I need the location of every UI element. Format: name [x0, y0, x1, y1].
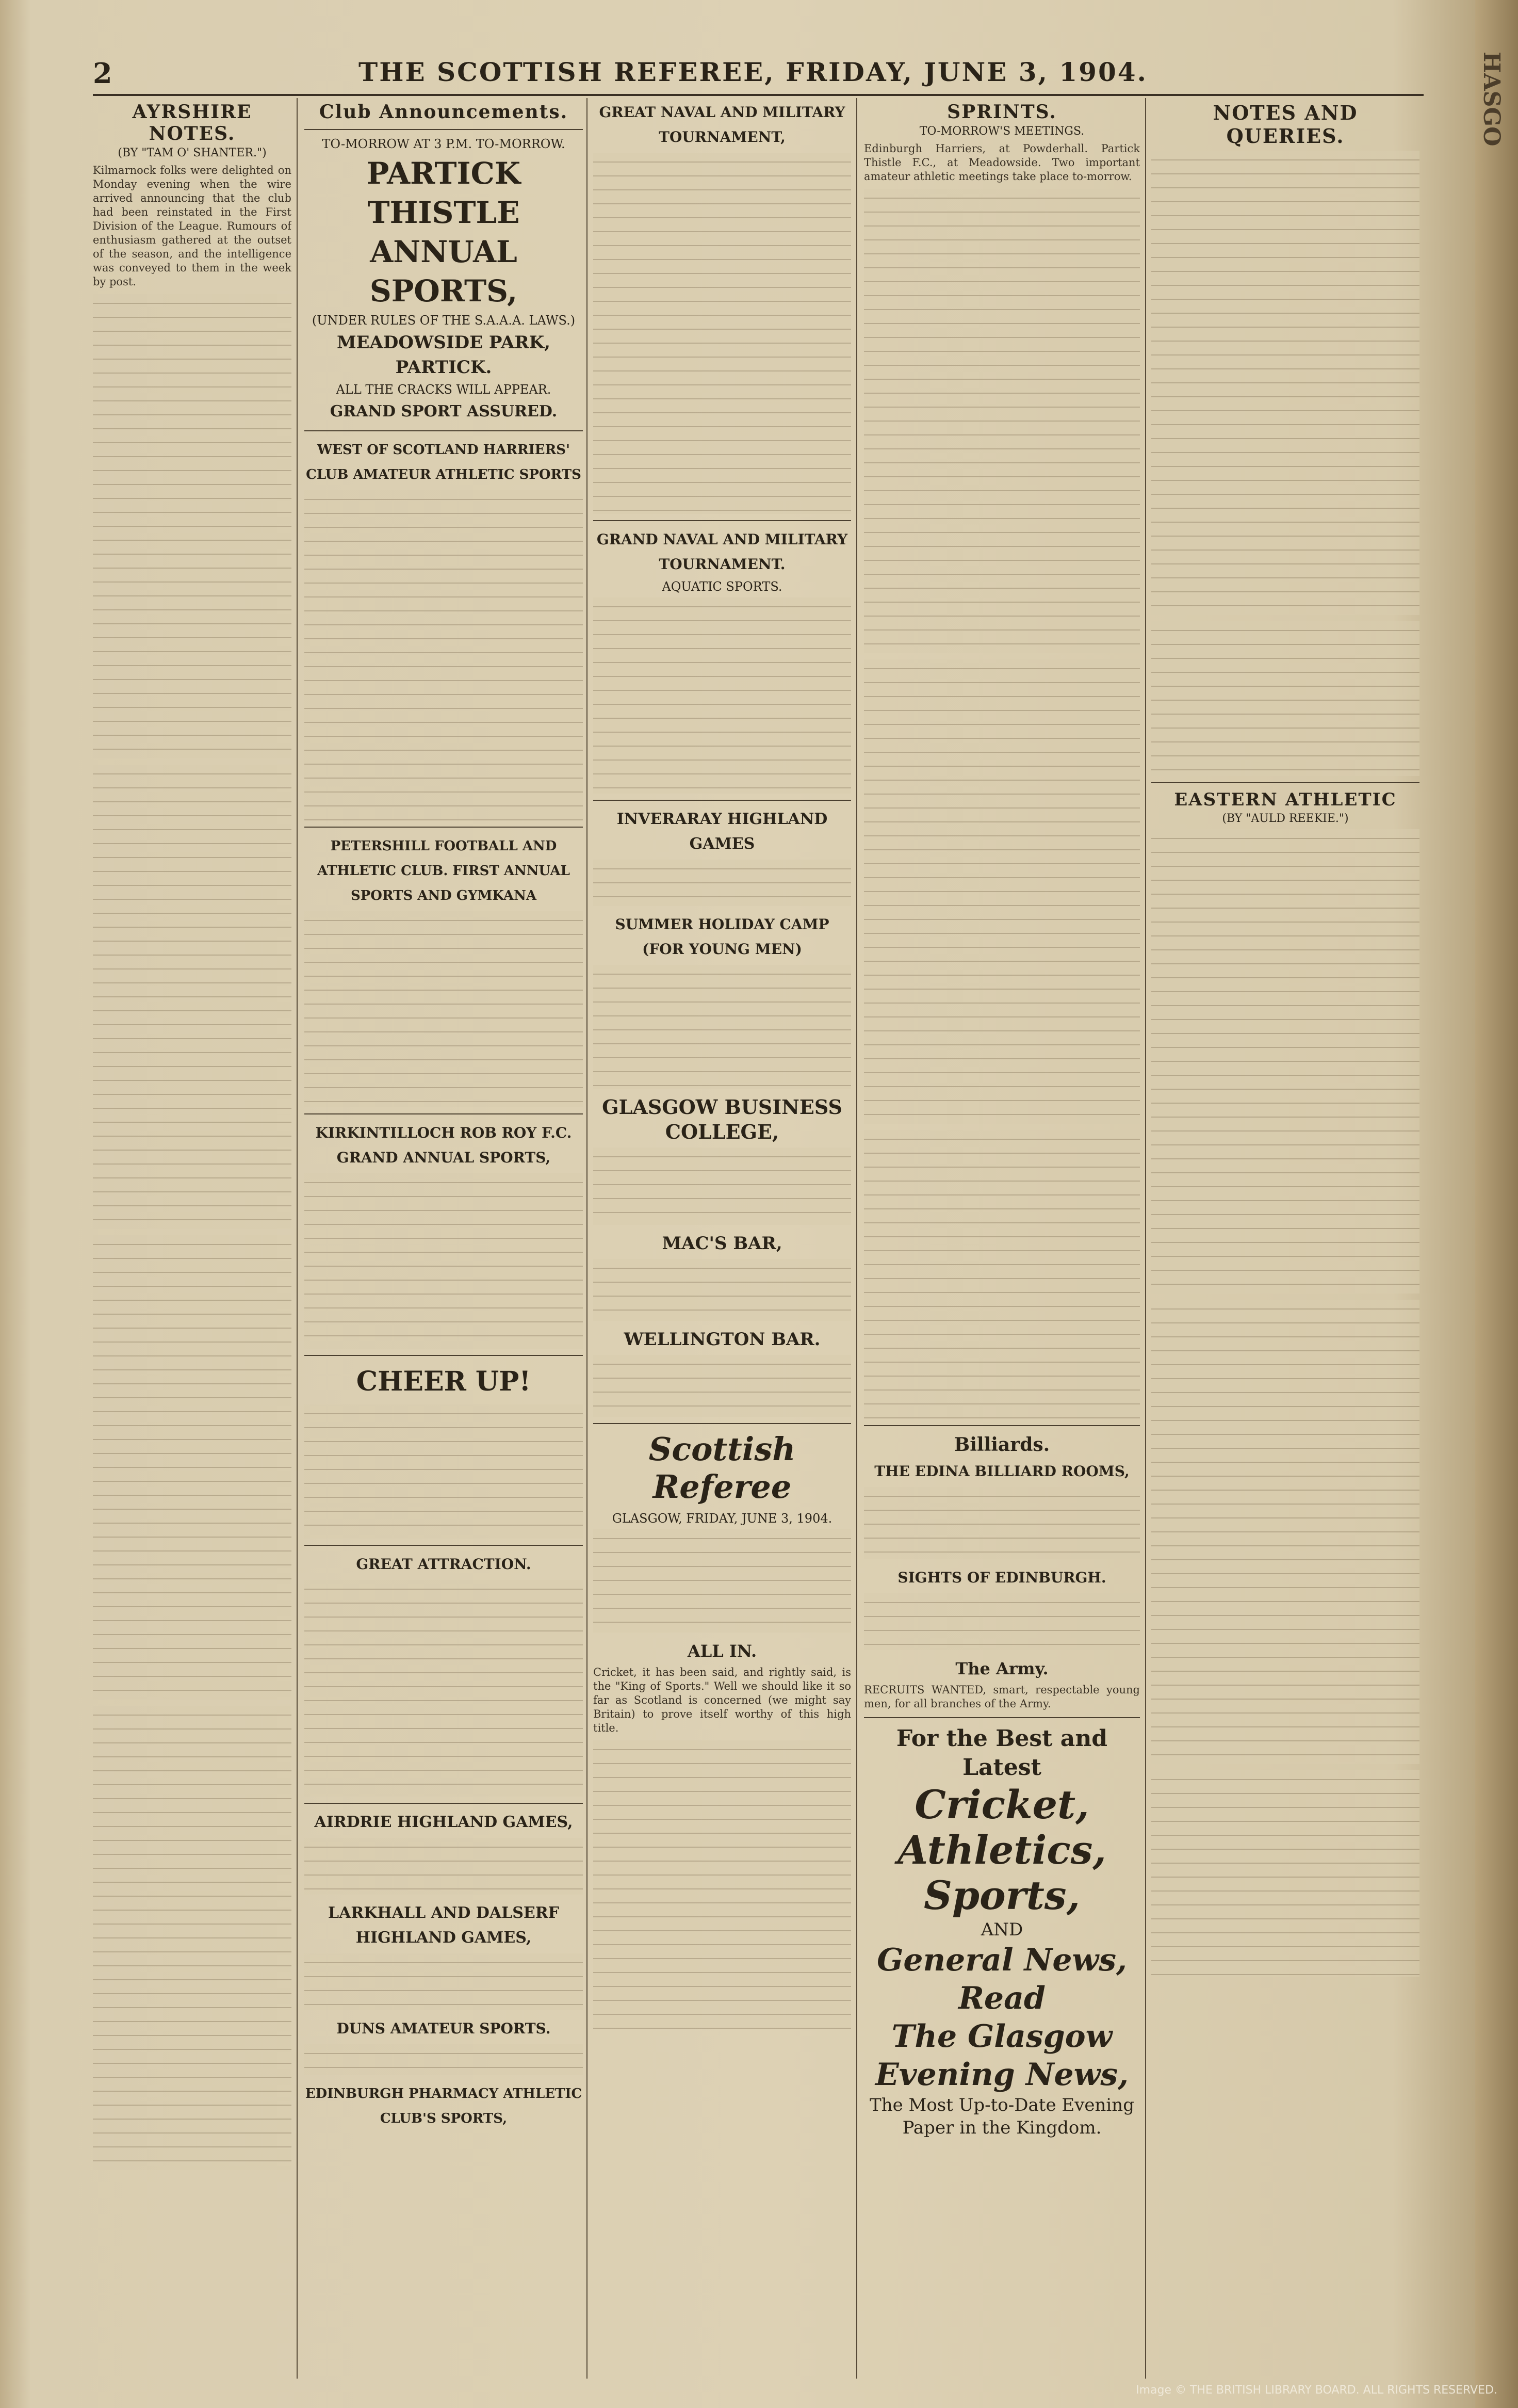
ad-body — [304, 1580, 583, 1797]
advert-line: Sports, — [923, 1872, 1081, 1918]
ad-heading: AIRDRIE HIGHLAND GAMES, — [314, 1813, 573, 1831]
ad-body — [304, 1404, 583, 1539]
ad-body — [304, 490, 583, 820]
column-rule — [856, 98, 857, 2379]
ad-body — [304, 1173, 583, 1349]
divider — [304, 1803, 583, 1804]
ad-heading: SUMMER HOLIDAY CAMP (FOR YOUNG MEN) — [615, 916, 829, 958]
article-body — [93, 765, 291, 1229]
subheading: TO-MORROW'S MEETINGS. — [919, 125, 1085, 138]
advert-line: AND — [981, 1919, 1023, 1940]
ad-heading: WELLINGTON BAR. — [624, 1329, 821, 1350]
advert-line: General News, — [877, 1942, 1127, 1978]
section-heading: SPRINTS. — [947, 101, 1057, 123]
ad-heading: PETERSHILL FOOTBALL AND ATHLETIC CLUB. FIRST ANNUAL SPORTS AND GYMKANA — [317, 838, 570, 903]
column-adverts-editorial — [593, 98, 851, 2379]
divider — [304, 1355, 583, 1356]
article-text: Edinburgh Harriers, at Powderhall. Partick Thistle F.C., at Meadowside. Two important amateur athletic meetings take place to-morrow. — [864, 142, 1140, 183]
evening-news-advert — [864, 1724, 1140, 2139]
article-body — [864, 659, 1140, 1124]
column-notes-queries — [1151, 98, 1419, 2379]
section-heading: NOTES AND QUERIES. — [1213, 101, 1358, 148]
divider — [593, 800, 851, 801]
divider — [864, 1425, 1140, 1426]
article-body — [864, 189, 1140, 653]
advert-line: Paper in the Kingdom. — [902, 2118, 1102, 2138]
byline: (BY "AULD REEKIE.") — [1222, 812, 1349, 825]
ad-body — [593, 1259, 851, 1321]
ad-body — [304, 2044, 583, 2075]
section-heading: Club Announcements. — [319, 101, 568, 123]
ad-title: PARTICK THISTLE ANNUAL SPORTS, — [366, 156, 521, 309]
ad-heading: GLASGOW BUSINESS COLLEGE, — [602, 1095, 842, 1143]
ad-subheading: AQUATIC SPORTS. — [662, 579, 782, 594]
divider — [304, 1545, 583, 1546]
page-number: 2 — [93, 57, 112, 90]
ad-heading: MAC'S BAR, — [662, 1233, 782, 1254]
masthead — [93, 57, 1413, 93]
ad-body — [593, 860, 851, 906]
column-rule — [297, 98, 298, 2379]
article-body — [1151, 1770, 1419, 1977]
column-rule — [1145, 98, 1146, 2379]
ad-heading: KIRKINTILLOCH ROB ROY F.C. GRAND ANNUAL SPORTS, — [315, 1124, 572, 1166]
ad-date: TO-MORROW AT 3 P.M. TO-MORROW. — [322, 137, 565, 151]
ad-heading: THE EDINA BILLIARD ROOMS, — [874, 1463, 1130, 1480]
ad-heading: EDINBURGH PHARMACY ATHLETIC CLUB'S SPORTS, — [305, 2086, 582, 2126]
subscription-notice — [593, 1529, 851, 1633]
ad-heading: SIGHTS OF EDINBURGH. — [897, 1569, 1106, 1586]
ad-heading: LARKHALL AND DALSERF HIGHLAND GAMES, — [328, 1904, 559, 1947]
byline: (BY "TAM O' SHANTER.") — [118, 147, 267, 159]
ad-body — [593, 1355, 851, 1417]
advert-line: Athletics, — [897, 1827, 1106, 1873]
divider — [304, 827, 583, 828]
divider — [304, 1113, 583, 1114]
advert-line: The Most Up-to-Date Evening — [870, 2095, 1134, 2115]
section-heading: AYRSHIRE NOTES. — [132, 101, 252, 144]
advert-line: For the Best and Latest — [896, 1725, 1108, 1781]
editorial-body — [593, 1740, 851, 2029]
article-text: Kilmarnock folks were delighted on Monday evening when the wire arrived announcing that the club had been reinstated in the First Division of the League. Rumours of enthusiasm gathered at the outset of the season, and the intelligence was conveyed to them in the week by post. — [93, 164, 291, 288]
advert-line: Read — [958, 1980, 1046, 2016]
ad-rules: (UNDER RULES OF THE S.A.A.A. LAWS.) — [312, 313, 576, 328]
ad-body — [593, 597, 851, 794]
column-sprints — [864, 98, 1140, 2379]
editorial-text: Cricket, it has been said, and rightly said, is the "King of Sports." Well we should like it so far as Scotland is concerned (we might say Britain) to prove itself worthy of this high title. — [593, 1666, 851, 1734]
ad-heading: WEST OF SCOTLAND HARRIERS' CLUB AMATEUR ATHLETIC SPORTS — [306, 442, 581, 482]
divider — [304, 430, 583, 431]
advert-line: Evening News, — [875, 2057, 1129, 2093]
section-heading: EASTERN ATHLETIC — [1174, 789, 1397, 810]
column-club-announcements — [304, 98, 583, 2379]
paper-masthead: Scottish Referee — [648, 1430, 796, 1506]
divider — [1151, 782, 1419, 783]
ad-text: GRAND SPORT ASSURED. — [330, 402, 558, 421]
article-body — [93, 294, 291, 758]
queries-body — [1151, 621, 1419, 776]
army-text: RECRUITS WANTED, smart, respectable young men, for all branches of the Army. — [864, 1684, 1140, 1710]
advert-line: Cricket, — [915, 1782, 1089, 1828]
ad-body — [304, 1953, 583, 2010]
ad-text: ALL THE CRACKS WILL APPEAR. — [336, 382, 551, 397]
ad-heading: INVERARAY HIGHLAND GAMES — [616, 810, 828, 853]
army-heading: The Army. — [955, 1659, 1049, 1678]
ad-heading: DUNS AMATEUR SPORTS. — [336, 2020, 551, 2037]
ad-body — [593, 965, 851, 1089]
article-body — [1151, 1300, 1419, 1764]
billiards-heading: Billiards. — [954, 1434, 1050, 1456]
divider — [593, 1423, 851, 1424]
ad-heading: CHEER UP! — [356, 1366, 531, 1397]
ad-body — [304, 911, 583, 1107]
ad-heading: GREAT ATTRACTION. — [356, 1556, 531, 1573]
binding-edge — [1475, 0, 1518, 2408]
article-body — [1151, 829, 1419, 1294]
ad-body — [864, 1593, 1140, 1650]
article-body — [864, 1130, 1140, 1419]
next-page-fragment: HASGO — [1478, 52, 1505, 147]
ad-body — [864, 1487, 1140, 1559]
article-body — [93, 1235, 291, 1700]
queries-body — [1151, 151, 1419, 615]
newspaper-title: THE SCOTTISH REFEREE, FRIDAY, JUNE 3, 1904. — [358, 57, 1148, 87]
article-body — [93, 1706, 291, 2170]
divider — [304, 129, 583, 130]
ad-heading: GRAND NAVAL AND MILITARY TOURNAMENT. — [596, 531, 848, 573]
advert-line: The Glasgow — [891, 2018, 1113, 2055]
divider — [864, 1717, 1140, 1718]
ad-body — [593, 1148, 851, 1225]
ad-body — [304, 1838, 583, 1895]
editorial-heading: ALL IN. — [687, 1641, 757, 1661]
issue-date: GLASGOW, FRIDAY, JUNE 3, 1904. — [612, 1511, 833, 1526]
ad-heading: GREAT NAVAL AND MILITARY TOURNAMENT, — [599, 104, 845, 146]
divider — [593, 520, 851, 521]
column-ayrshire-notes — [93, 98, 291, 2379]
ad-body — [593, 153, 851, 514]
column-rule — [586, 98, 587, 2379]
image-credit: Image © THE BRITISH LIBRARY BOARD. ALL RIGHTS RESERVED. — [1136, 2384, 1497, 2397]
masthead-rule — [93, 94, 1424, 96]
ad-venue: MEADOWSIDE PARK, PARTICK. — [336, 332, 551, 378]
